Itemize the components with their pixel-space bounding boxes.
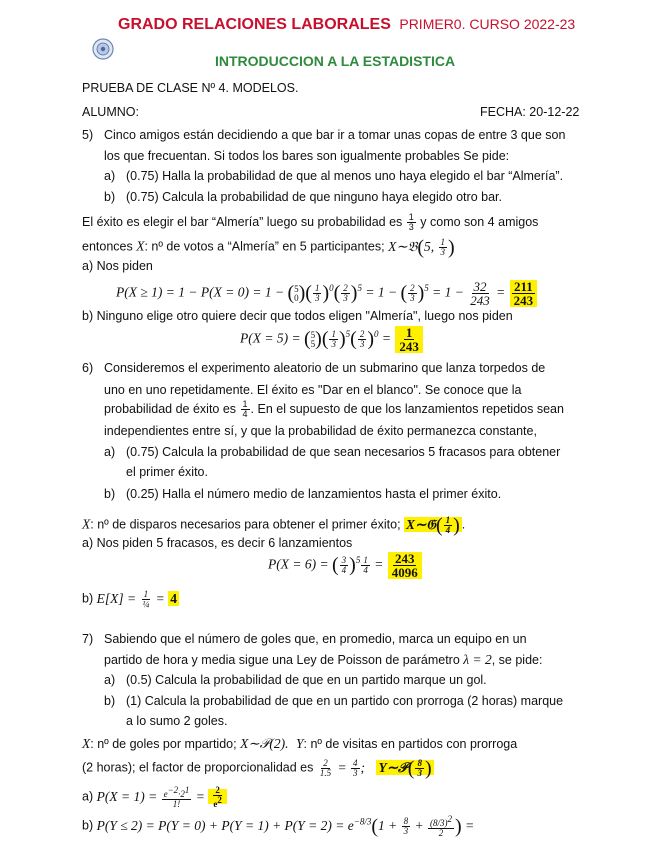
test-label: PRUEBA DE CLASE Nº 4. MODELOS. [82, 81, 299, 95]
q6-sol-b-label: b) [82, 591, 94, 606]
q5-solution-a-label: a) Nos piden [82, 259, 153, 273]
q7-statement-line [104, 652, 542, 668]
lambda-value: λ = 2 [463, 652, 492, 667]
q6-solution-a-formula: P(X = 6) = ( $\frac{3}{4}$ )$^5$ $\frac{1}{4}$ = $\frac{243}{4096}$ [268, 552, 423, 579]
q6-statement-line: uno en uno repetidamente. El éxito es "Dar en el blanco". Se conoce que la [104, 383, 522, 397]
q6-statement-line: independientes entre sí, y que la probabilidad de éxito permanezca constante, [104, 424, 537, 438]
q7-sol-a-label: a) [82, 789, 94, 804]
date-label: FECHA: 20-12-22 [480, 105, 580, 119]
q7-item-b: (1) Calcula la probabilidad de que en un partido con prorroga (2 horas) marque [126, 694, 564, 708]
q6-statement-line [104, 400, 564, 419]
q5-intro-text: El éxito es elegir el bar “Almería” luego su probabilidad es [82, 214, 403, 229]
q7-item-a-label: a) [104, 673, 116, 687]
q7-statement-line: Sabiendo que el número de goles que, en promedio, marca un equipo en un [104, 632, 527, 646]
q7-def-text-2: nº de visitas en partidos con prorroga [310, 737, 518, 751]
q6-item-b: (0.25) Halla el número medio de lanzamientos hasta el primer éxito. [126, 487, 502, 501]
q5-solution-intro [82, 213, 538, 232]
variable-y: Y [295, 736, 304, 751]
q7-def-text: nº de goles por mpartido; [97, 737, 237, 751]
course-year: PRIMER0. CURSO 2022-23 [399, 16, 576, 32]
poisson-model-y: Y∼𝒫( $\frac{8}{3}$ ) [378, 757, 432, 779]
q5-statement-line: los que frecuentan. Si todos los bares son igualmente probables Se pide: [104, 149, 510, 163]
q5-item-a: (0.75) Halla la probabilidad de que al menos uno haya elegido el bar “Almería”. [126, 169, 564, 183]
q5-intro-entonces: entonces [82, 239, 133, 254]
q5-solution-b-formula: P(X = 5) = ( 5 5 )( $\frac{1}{3}$ )$^5$( $\frac{2}{3}$ )$^0$ = $\frac{1}{243}$ [240, 326, 424, 353]
proportionality-factor: $\frac{2}{1.5}$ = $\frac{4}{3}$ ; [319, 758, 365, 778]
q5-intro-definition: nº de votos a “Almería” en 5 participantes; [151, 239, 385, 254]
geometric-model-formula: X∼𝔊( $\frac{1}{4}$ ) [406, 514, 460, 536]
q6-statement-part: . En el supuesto de que los lanzamientos repetidos sean [250, 401, 564, 416]
q6-solution-a-text: a) Nos piden 5 fracasos, es decir 6 lanzamientos [82, 536, 353, 550]
q5-number: 5) [82, 128, 94, 142]
q7-solution-a [82, 786, 227, 809]
q5-b-result: $\frac{1}{243}$ [395, 326, 423, 353]
variable-x: X [82, 736, 91, 751]
q5-item-b-label: b) [104, 190, 116, 204]
q6-item-b-label: b) [104, 487, 116, 501]
q6-statement-line: Consideremos el experimento aleatorio de un submarino que lanza torpedos de [104, 361, 546, 375]
variable-x: X [82, 516, 91, 532]
q5-statement-line: Cinco amigos están decidiendo a que bar ir a tomar unas copas de entre 3 que son [104, 128, 566, 142]
q6-item-a-label: a) [104, 445, 116, 459]
q5-a-result: $\frac{211}{243}$ [510, 280, 538, 307]
q7-number: 7) [82, 632, 94, 646]
subject-title: INTRODUCCION A LA ESTADISTICA [215, 53, 456, 69]
q7-a-result: $\frac{2}{e^2}$ [208, 789, 227, 804]
q6-solution-b [82, 590, 179, 609]
q6-item-a-cont: el primer éxito. [126, 465, 208, 479]
q7-solution-b [82, 815, 474, 838]
university-seal-icon [92, 38, 114, 65]
q7-factor-text: (2 horas); el factor de proporcionalidad es [82, 760, 314, 775]
q7-item-b-cont: a lo sumo 2 goles. [126, 714, 228, 728]
q6-definition-text: nº de disparos necesarios para obtener el primer éxito; [97, 517, 401, 532]
q5-item-a-label: a) [104, 169, 116, 183]
q5-solution-a-formula: P(X ≥ 1) = 1 − P(X = 0) = 1 − ( 5 0 )( $\frac{1}{3}$ )$^0$( $\frac{2}{3}$ )$^5$ = 1 − ( $\frac{2}{3}$ )$^5$ = 1 − $\frac{32}{243}$ = $\frac{211}{243}$ [116, 280, 538, 307]
q6-item-a: (0.75) Calcula la probabilidad de que sean necesarios 5 fracasos para obtener [126, 445, 561, 459]
q7-b-formula: $P(Y \le 2) = P(Y = 0) + P(Y = 1) + P(Y = 2) = e^{-8/3}(1$ + $\frac{8}{3}$ + $\frac{(8/3)^2}{2}$ ) = [96, 814, 475, 838]
q6-solution-definition: X: nº de disparos necesarios para obtener el primer éxito; X∼𝔊( $\frac{1}{4}$ ) . [82, 514, 466, 536]
q7-item-b-label: b) [104, 694, 116, 708]
q7-a-formula: P(X = 1) = $\frac{e^{-2}\cdot 2^1}{1!}$ = [96, 785, 205, 809]
degree-title: GRADO RELACIONES LABORALES [118, 16, 391, 33]
expectation-formula: E[X] = $\frac{1}{\text{¼}}$ = [96, 589, 165, 609]
q7-sol-b-label: b) [82, 818, 94, 833]
variable-x: X [136, 238, 145, 254]
course-title [118, 16, 575, 34]
q6-number: 6) [82, 361, 94, 375]
student-label: ALUMNO: [82, 105, 139, 119]
q6-b-result: 4 [170, 590, 177, 606]
q5-item-b: (0.75) Calcula la probabilidad de que ninguno haya elegido otro bar. [126, 190, 502, 204]
q7-solution-factor [82, 757, 434, 780]
fraction-one-third: $\frac{1}{3}$ [408, 212, 414, 232]
poisson-model-x: X∼𝒫(2). [240, 736, 289, 751]
binomial-model-formula: X∼𝔅(5, $\frac{1}{3}$ ) [388, 236, 455, 258]
q5-solution-b-text: b) Ninguno elige otro quiere decir que todos eligen "Almería", luego nos piden [82, 309, 513, 323]
q6-statement-part: probabilidad de éxito es [104, 401, 237, 416]
q5-intro-text-2: y como son 4 amigos [420, 214, 539, 229]
q7-statement-part: partido de hora y media sigue una Ley de Poisson de parámetro [104, 653, 460, 667]
q7-item-a: (0.5) Calcula la probabilidad de que en un partido marque un gol. [126, 673, 487, 687]
q5-solution-model: entonces X: nº de votos a “Almería” en 5 participantes; X∼𝔅(5, $\frac{1}{3}$ ) [82, 236, 455, 258]
fraction-one-quarter: $\frac{1}{4}$ [242, 399, 248, 419]
q7-statement-part: , se pide: [491, 653, 543, 667]
q7-solution-definition: X: nº de goles por mpartido; X∼𝒫(2). Y: nº de visitas en partidos con prorroga [82, 736, 518, 751]
q6-a-result: $\frac{243}{4096}$ [388, 552, 422, 579]
